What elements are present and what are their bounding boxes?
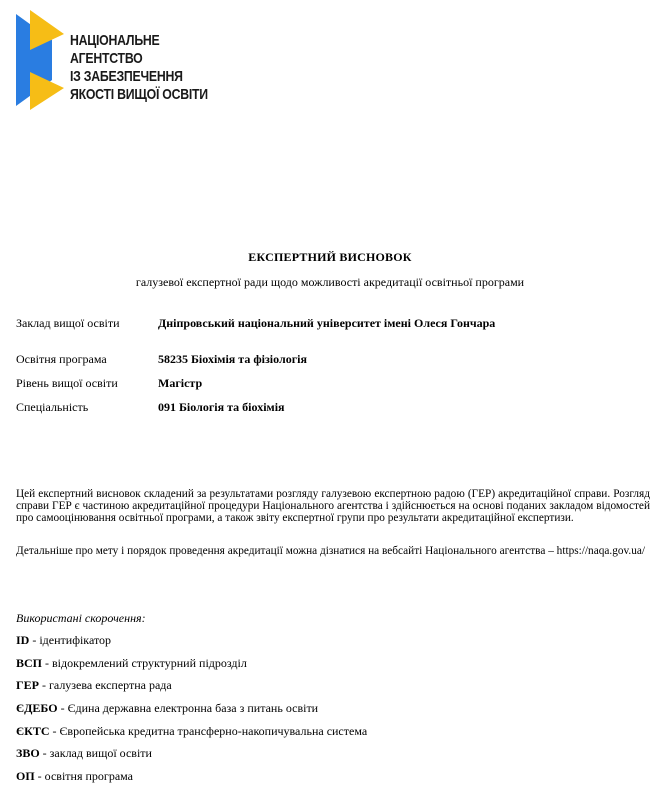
- info-value: Дніпровський національний університет імені Олеся Гончара: [158, 316, 496, 330]
- info-label: Спеціальність: [16, 400, 89, 414]
- abbreviation-item: [16, 769, 616, 792]
- info-value: 58235 Біохімія та фізіологія: [158, 352, 307, 366]
- abbreviation-definition: - Європейська кредитна трансферно-накопичувальна система: [49, 723, 368, 738]
- abbreviation-term: ЄКТС: [16, 723, 50, 738]
- abbreviations-list: [16, 633, 616, 792]
- abbreviation-term: ГЕР: [16, 678, 39, 693]
- abbreviation-definition: - відокремлений структурний підрозділ: [42, 655, 247, 670]
- info-value: 091 Біологія та біохімія: [158, 400, 285, 414]
- logo-line: ЯКОСТІ ВИЩОЇ ОСВІТИ: [70, 86, 208, 103]
- abbreviation-term: ОП: [16, 769, 35, 784]
- abbreviation-definition: - освітня програма: [34, 769, 133, 784]
- logo-line: ІЗ ЗАБЕЗПЕЧЕННЯ: [70, 68, 183, 85]
- logo-line: НАЦІОНАЛЬНЕ: [70, 32, 160, 49]
- info-value: Магістр: [158, 376, 203, 390]
- logo-line: АГЕНТСТВО: [70, 50, 143, 67]
- document-subtitle: галузевої експертної ради щодо можливості акредитації освітньої програми: [135, 275, 525, 289]
- abbreviation-item: [16, 701, 616, 724]
- abbreviation-definition: - галузева експертна рада: [38, 678, 172, 693]
- abbreviation-item: [16, 656, 616, 679]
- abbreviation-term: ID: [16, 633, 30, 647]
- abbreviation-definition: - заклад вищої освіти: [39, 746, 152, 761]
- abbreviation-definition: - ідентифікатор: [29, 633, 112, 647]
- abbreviation-term: ЄДЕБО: [16, 701, 58, 716]
- info-label: Заклад вищої освіти: [16, 316, 120, 330]
- document-title: ЕКСПЕРТНИЙ ВИСНОВОК: [248, 250, 412, 264]
- info-label: Рівень вищої освіти: [16, 376, 118, 390]
- abbreviation-definition: - Єдина державна електронна база з питань освіти: [57, 701, 319, 716]
- naqa-emblem-icon: [16, 10, 68, 110]
- logo-wordmark: [70, 32, 208, 104]
- abbreviation-item: [16, 678, 616, 701]
- abbreviations-heading: Використані скорочення:: [16, 611, 146, 625]
- abbreviation-item: [16, 724, 616, 747]
- abbreviation-item: [16, 746, 616, 769]
- abbreviation-term: ЗВО: [16, 746, 40, 761]
- abbreviation-term: ВСП: [16, 655, 43, 670]
- website-paragraph: Детальніше про мету і порядок проведення акредитації можна дізнатися на вебсайті Національного агентства – https://naqa.gov.ua/: [16, 545, 646, 557]
- info-label: Освітня програма: [16, 352, 107, 366]
- naqa-logo: [16, 10, 216, 110]
- intro-paragraph: Цей експертний висновок складений за результатами розгляду галузевою експертною радою (ГЕР) акредитаційної справи. Розгляд справи ГЕР є частиною акредитаційної процедури Національного агентства і здійснюється на основі поданих закладом відомостей про самооцінювання освітньої програми, а також звіту експертної групи про результати акредитаційної експертизи.: [16, 488, 650, 524]
- abbreviation-item: [16, 633, 616, 656]
